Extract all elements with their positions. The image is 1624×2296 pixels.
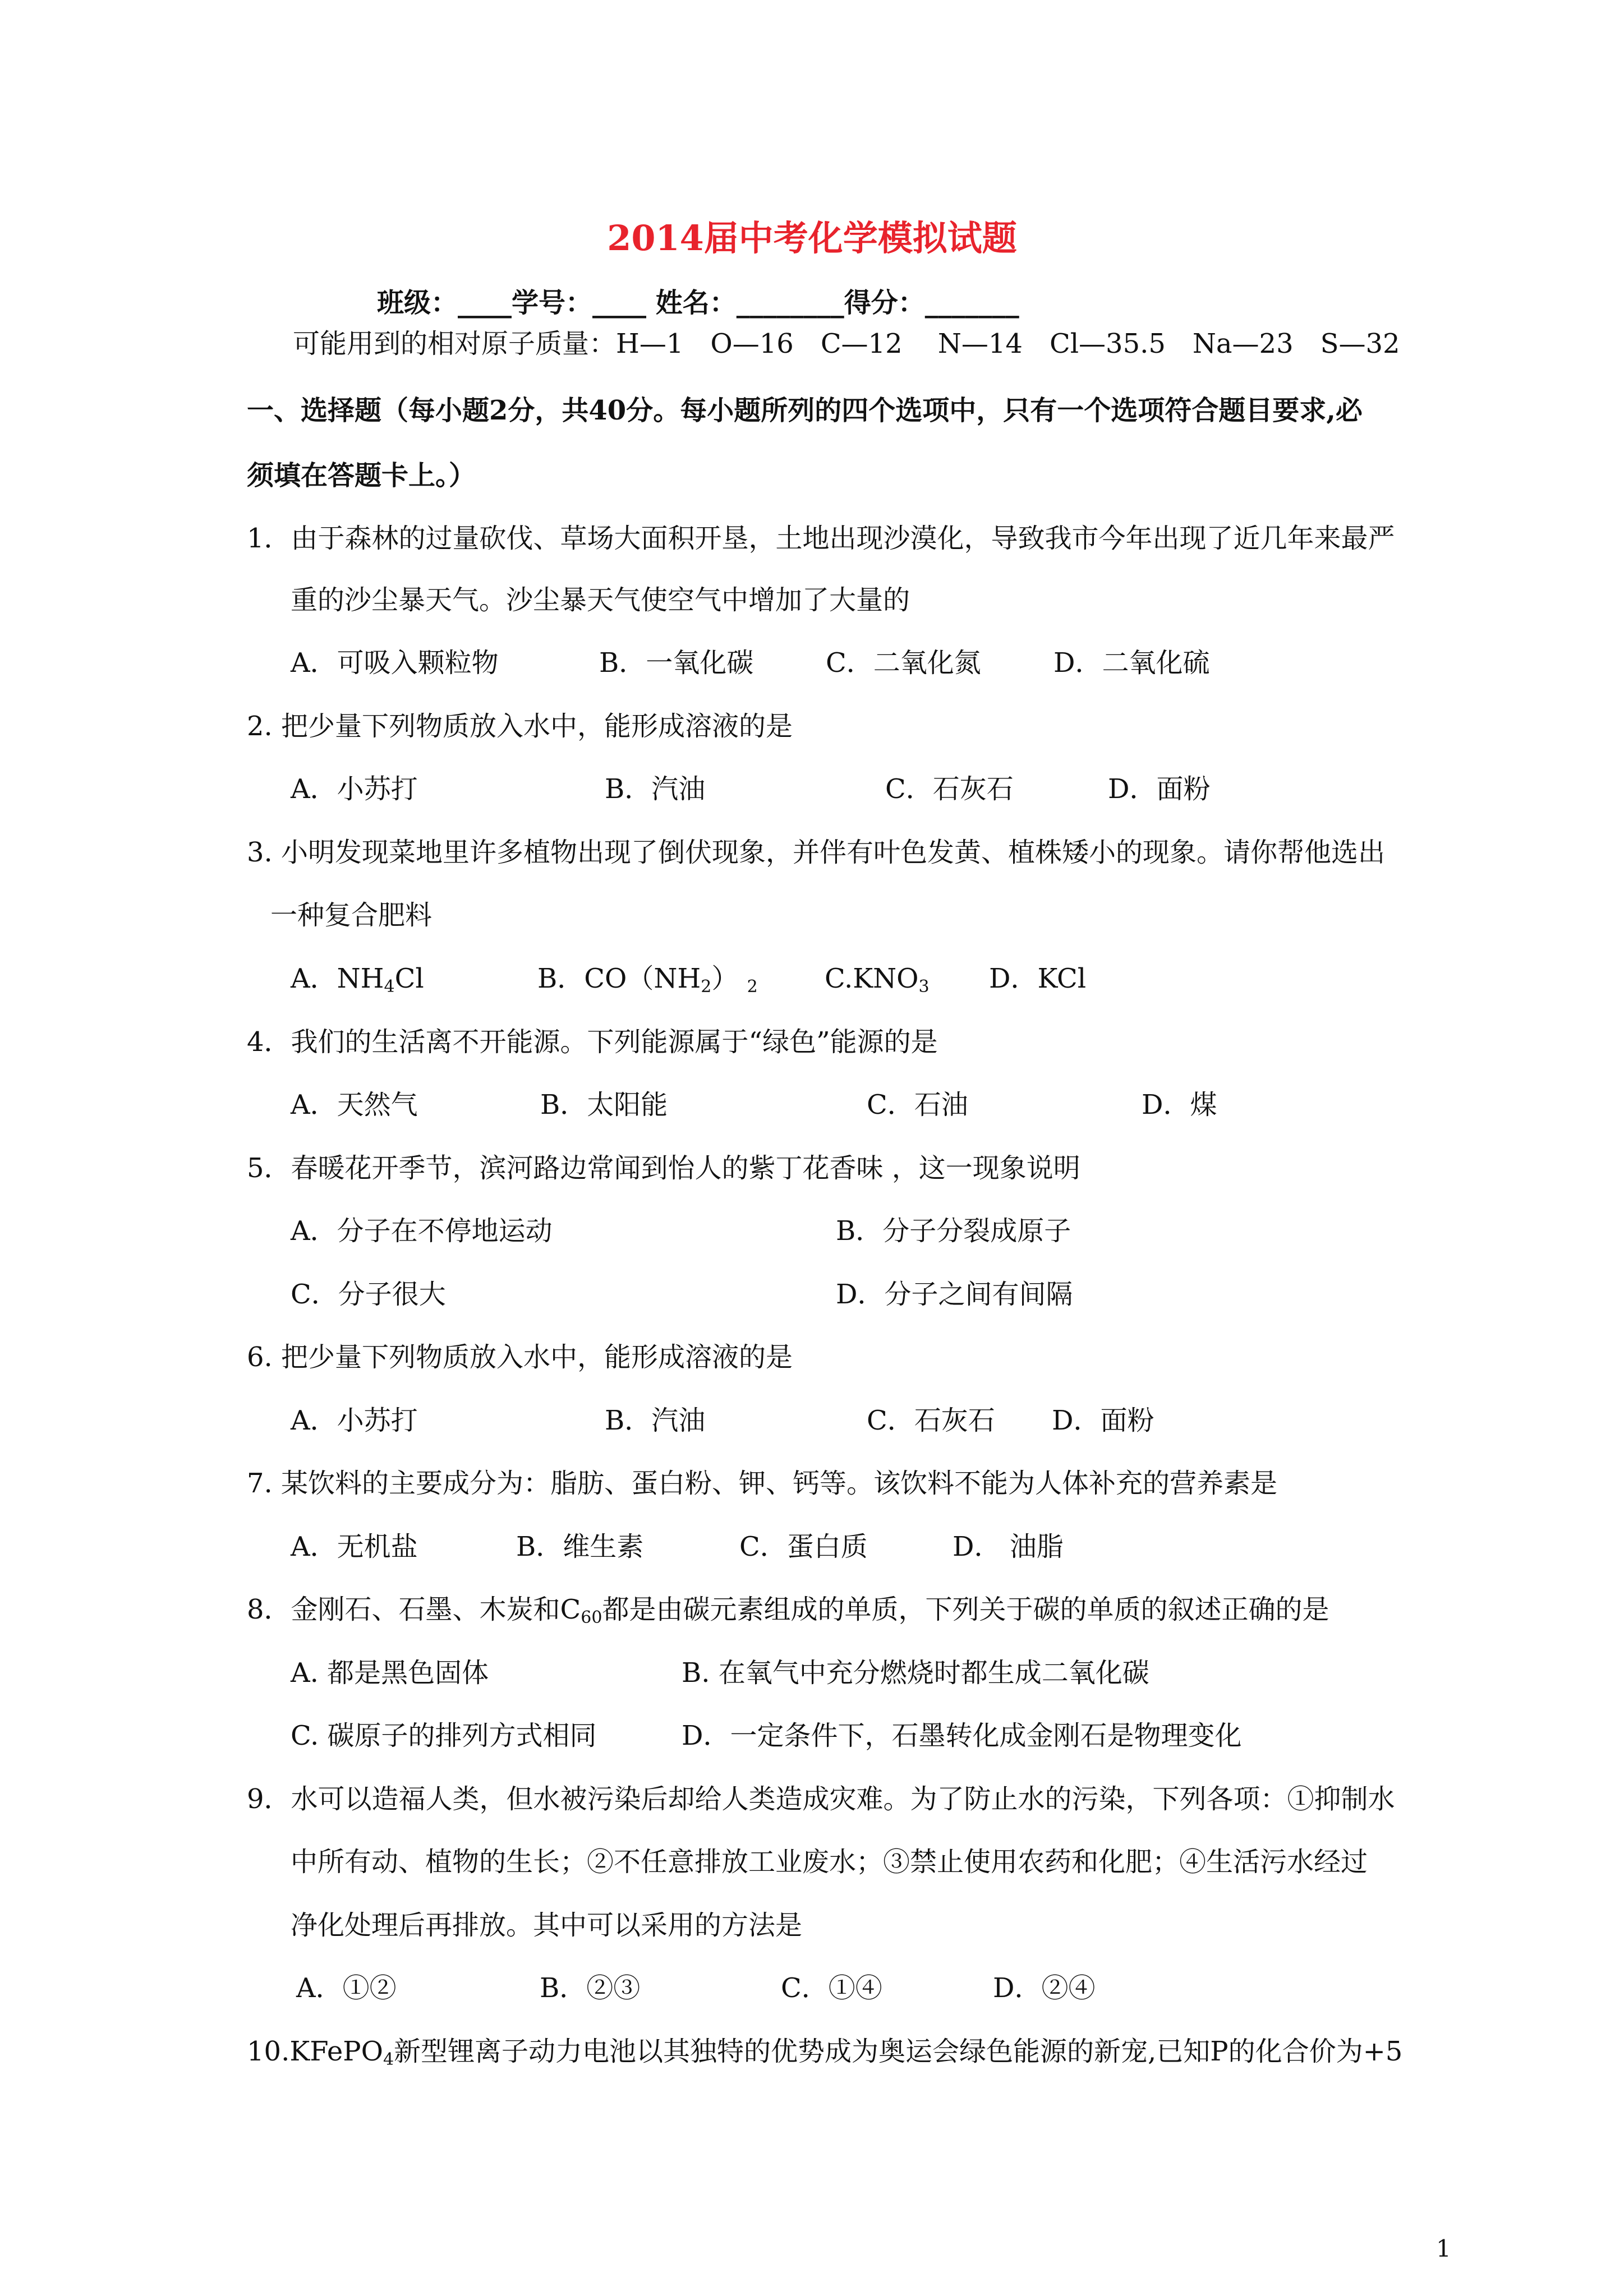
student-info-line: 班级：____学号：____ 姓名：________得分：_______: [377, 287, 1019, 319]
question-2-line1: 2. 把少量下列物质放入水中，能形成溶液的是: [247, 711, 793, 742]
question-2-option-a: A．小苏打: [291, 773, 418, 805]
question-4-line1: 4．我们的生活离不开能源。下列能源属于“绿色”能源的是: [247, 1026, 938, 1058]
question-8-option-d: D．一定条件下，石墨转化成金刚石是物理变化: [682, 1720, 1242, 1751]
question-3-line1: 3. 小明发现菜地里许多植物出现了倒伏现象，并伴有叶色发黄、植株矮小的现象。请你帮他选出: [247, 837, 1386, 868]
question-5-option-b: B．分子分裂成原子: [836, 1215, 1071, 1247]
question-10-line1: 10.KFePO$_4$新型锂离子动力电池以其独特的优势成为奥运会绿色能源的新宠,已知P的化合价为+5: [247, 2036, 1403, 2069]
question-7-line1: 7. 某饮料的主要成分为：脂肪、蛋白粉、钾、钙等。该饮料不能为人体补充的营养素是: [247, 1468, 1278, 1499]
section-heading-line1: 一、选择题（每小题2分，共40分。每小题所列的四个选项中，只有一个选项符合题目要求,必: [247, 395, 1363, 426]
question-1-line1: 1．由于森林的过量砍伐、草场大面积开垦，土地出现沙漠化，导致我市今年出现了近几年来最严: [247, 523, 1395, 554]
question-4-option-b: B．太阳能: [540, 1089, 668, 1121]
question-3-option-a: A．$NH_4Cl$: [291, 963, 424, 997]
question-9-option-a: A．①②: [296, 1972, 397, 2004]
question-6-option-d: D．面粉: [1052, 1405, 1154, 1436]
question-1-option-a: A．可吸入颗粒物: [291, 647, 499, 679]
question-9-line1: 9．水可以造福人类，但水被污染后却给人类造成灾难。为了防止水的污染，下列各项：①抑制水: [247, 1783, 1395, 1815]
question-4-option-a: A．天然气: [291, 1089, 418, 1121]
exam-title: 2014届中考化学模拟试题: [607, 218, 1017, 259]
question-6-option-a: A．小苏打: [291, 1405, 418, 1436]
atomic-mass-line: 可能用到的相对原子质量：H—1 O—16 C—12 N—14 Cl—35.5 Na—23 S—32: [293, 328, 1400, 359]
question-8-line1: 8．金刚石、石墨、木炭和$C_{60}$都是由碳元素组成的单质，下列关于碳的单质的叙述正确的是: [247, 1594, 1329, 1628]
question-6-option-b: B．汽油: [605, 1405, 706, 1436]
question-9-line3: 净化处理后再排放。其中可以采用的方法是: [291, 1910, 803, 1941]
question-2-option-c: C．石灰石: [885, 773, 1014, 805]
question-7-option-b: B．维生素: [516, 1531, 644, 1562]
question-5-line1: 5．春暖花开季节，滨河路边常闻到怡人的紫丁花香味 ，这一现象说明: [247, 1152, 1080, 1184]
question-9-option-b: B．②③: [540, 1972, 641, 2004]
question-9-option-c: C．①④: [781, 1972, 882, 2004]
question-8-option-a: A. 都是黑色固体: [291, 1657, 489, 1689]
question-4-option-d: D．煤: [1142, 1089, 1217, 1121]
question-4-option-c: C．石油: [867, 1089, 968, 1121]
question-1-option-d: D．二氧化硫: [1053, 647, 1210, 679]
question-8-option-b: B. 在氧气中充分燃烧时都生成二氧化碳: [682, 1657, 1149, 1689]
question-6-line1: 6. 把少量下列物质放入水中，能形成溶液的是: [247, 1341, 793, 1373]
question-8-option-c: C. 碳原子的排列方式相同: [291, 1720, 597, 1751]
question-2-option-d: D．面粉: [1108, 773, 1211, 805]
question-7-option-c: C．蛋白质: [739, 1531, 868, 1562]
question-3-option-d: D．KCl: [989, 963, 1087, 994]
question-3-option-c: $C.KNO_3$: [825, 963, 930, 997]
question-3-line2: 一种复合肥料: [270, 900, 433, 931]
section-heading-line2: 须填在答题卡上。）: [247, 460, 476, 491]
question-1-option-c: C．二氧化氮: [826, 647, 981, 679]
question-7-option-d: D． 油脂: [953, 1531, 1064, 1562]
question-5-option-a: A．分子在不停地运动: [291, 1215, 553, 1247]
question-9-option-d: D．②④: [993, 1972, 1096, 2004]
question-3-option-b: B．$CO(NH_2)$ $_2$: [537, 963, 758, 997]
question-9-line2: 中所有动、植物的生长；②不任意排放工业废水；③禁止使用农药和化肥；④生活污水经过: [291, 1846, 1368, 1878]
question-7-option-a: A．无机盐: [291, 1531, 418, 1562]
question-2-option-b: B．汽油: [605, 773, 706, 805]
page-number: 1: [1436, 2235, 1451, 2262]
question-5-option-d: D．分子之间有间隔: [836, 1279, 1073, 1310]
question-6-option-c: C．石灰石: [867, 1405, 995, 1436]
question-1-option-b: B．一氧化碳: [599, 647, 754, 679]
question-1-line2: 重的沙尘暴天气。沙尘暴天气使空气中增加了大量的: [291, 584, 910, 616]
question-5-option-c: C．分子很大: [291, 1279, 446, 1310]
